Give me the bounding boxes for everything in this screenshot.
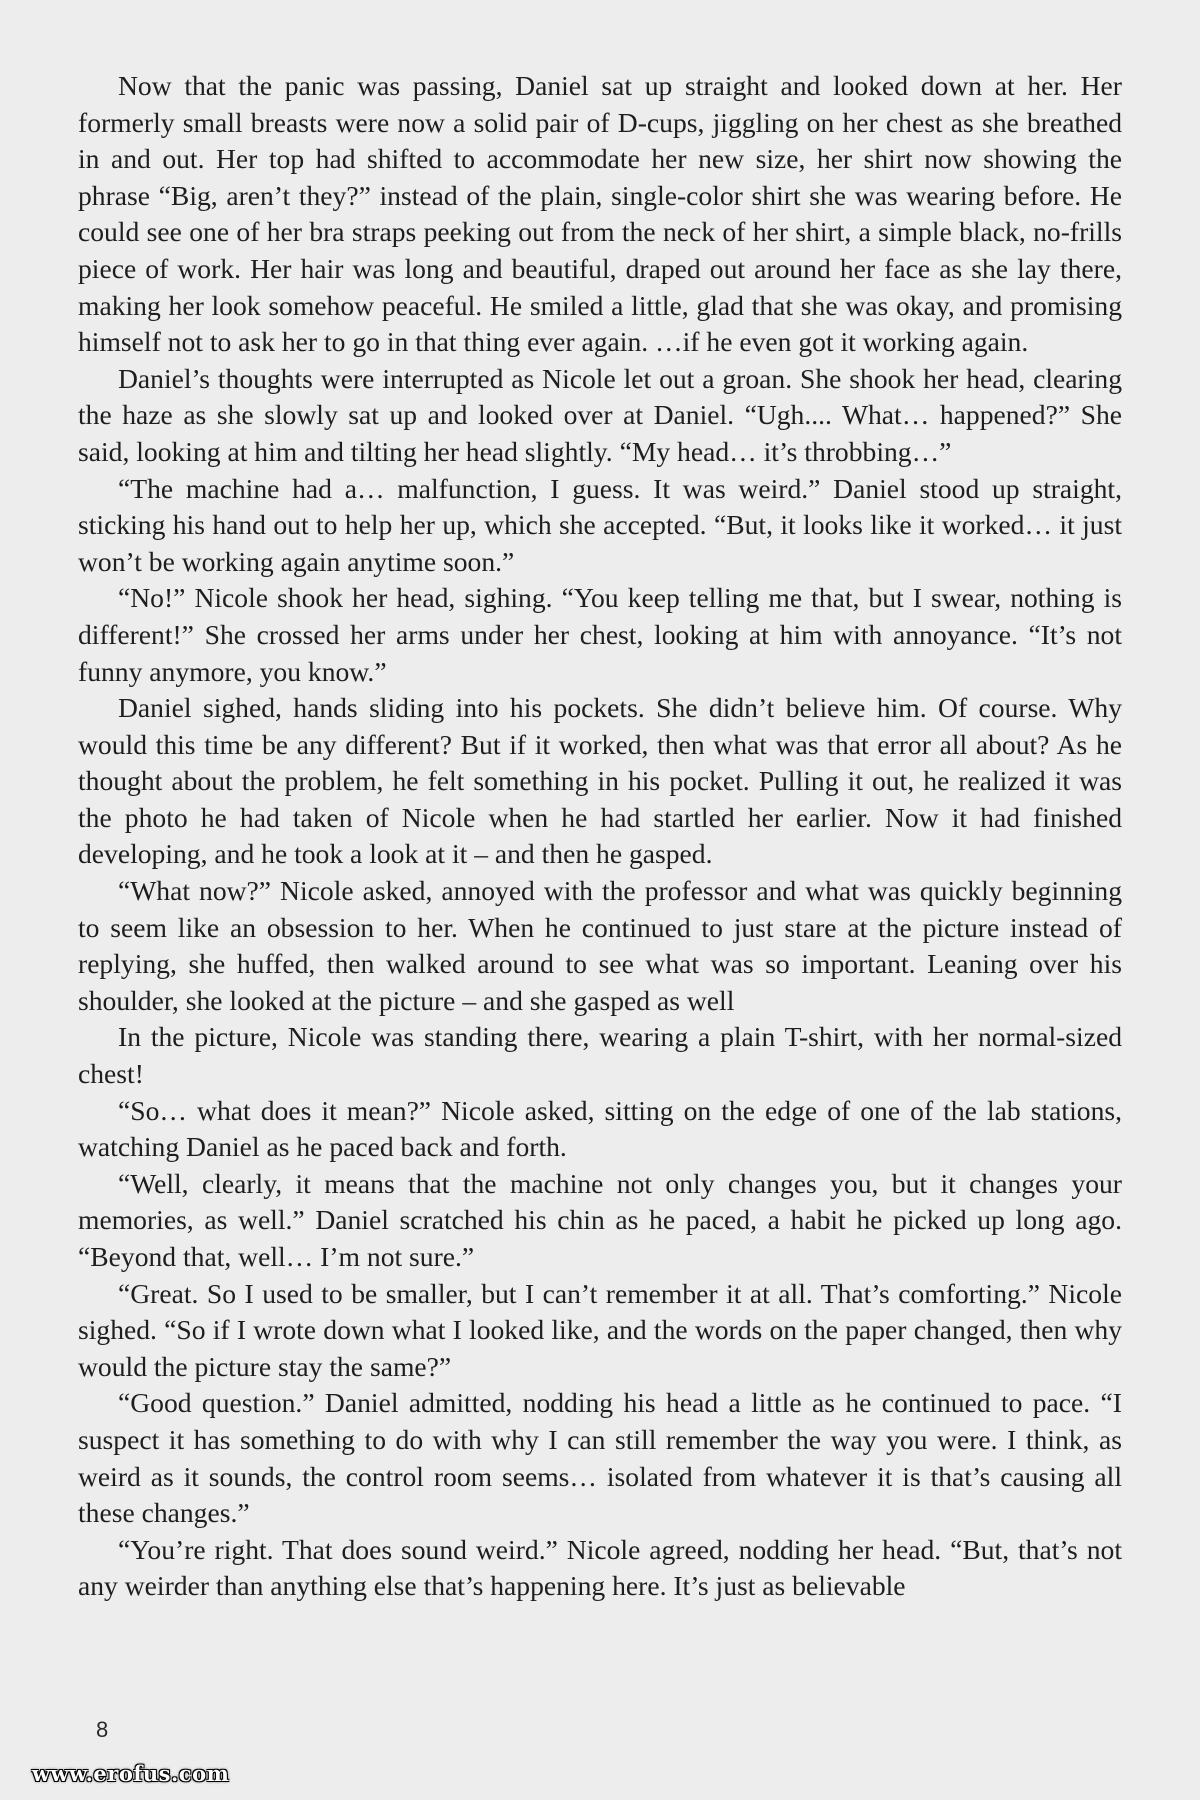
paragraph: “The machine had a… malfunction, I guess. It was weird.” Daniel stood up straight, sticking his hand out to help her up, which she accepted. “But, it looks like it worked… it just won’t be working again anytime soon.” bbox=[78, 472, 1122, 577]
paragraph: “What now?” Nicole asked, annoyed with the professor and what was quickly beginning to seem like an obsession to her. When he continued to just stare at the picture instead of replying, she huffed, then walked around to see what was so important. Leaning over his shoulder, she looked at the picture – and she gasped as well bbox=[78, 875, 1122, 1016]
paragraph: “Great. So I used to be smaller, but I can’t remember it at all. That’s comforting.” Nicole sighed. “So if I wrote down what I looked like, and the words on the paper changed, then why would the picture stay the same?” bbox=[78, 1277, 1122, 1382]
paragraph: In the picture, Nicole was standing there, wearing a plain T-shirt, with her normal-sized chest! bbox=[78, 1021, 1122, 1090]
paragraph: “Well, clearly, it means that the machine not only changes you, but it changes your memories, as well.” Daniel scratched his chin as he paced, a habit he picked up long ago. “Beyond that, well… I’m not sure.” bbox=[78, 1167, 1122, 1272]
paragraph: “So… what does it mean?” Nicole asked, sitting on the edge of one of the lab stations, watching Daniel as he paced back and forth. bbox=[78, 1094, 1122, 1163]
paragraph: Now that the panic was passing, Daniel sat up straight and looked down at her. Her formerly small breasts were now a solid pair of D-cups, jiggling on her chest as she breathed in and out. Her top had shifted to accommodate her new size, her shirt now showing the phrase “Big, aren’t they?” instead of the plain, single-color shirt she was wearing before. He could see one of her bra straps peeking out from the neck of her shirt, a simple black, no-frills piece of work. Her hair was long and beautiful, draped out around her face as she lay there, making her look somehow peaceful. He smiled a little, glad that she was okay, and promising himself not to ask her to go in that thing ever again. …if he even got it working again. bbox=[78, 70, 1122, 358]
site-watermark: www.erofus.com bbox=[32, 1761, 230, 1786]
paragraph: “Good question.” Daniel admitted, nodding his head a little as he continued to pace. “I suspect it has something to do with why I can still remember the way you were. I think, as weird as it sounds, the control room seems… isolated from whatever it is that’s causing all these changes.” bbox=[78, 1387, 1122, 1529]
paragraph: “You’re right. That does sound weird.” Nicole agreed, nodding her head. “But, that’s not any weirder than anything else that’s happening here. It’s just as believable bbox=[78, 1533, 1122, 1602]
paragraph: Daniel sighed, hands sliding into his pockets. She didn’t believe him. Of course. Why would this time be any different? But if it worked, then what was that error all about? As he thought about the problem, he felt something in his pocket. Pulling it out, he realized it was the photo he had taken of Nicole when he had startled her earlier. Now it had finished developing, and he took a look at it – and then he gasped. bbox=[78, 692, 1122, 870]
paragraph: “No!” Nicole shook her head, sighing. “You keep telling me that, but I swear, nothing is different!” She crossed her arms under her chest, looking at him with annoyance. “It’s not funny anymore, you know.” bbox=[78, 582, 1122, 687]
page-number: 8 bbox=[96, 1717, 109, 1742]
paragraph: Daniel’s thoughts were interrupted as Nicole let out a groan. She shook her head, clearing the haze as she slowly sat up and looked over at Daniel. “Ugh.... What… happened?” She said, looking at him and tilting her head slightly. “My head… it’s throbbing…” bbox=[78, 362, 1122, 467]
story-text bbox=[78, 68, 1122, 1605]
